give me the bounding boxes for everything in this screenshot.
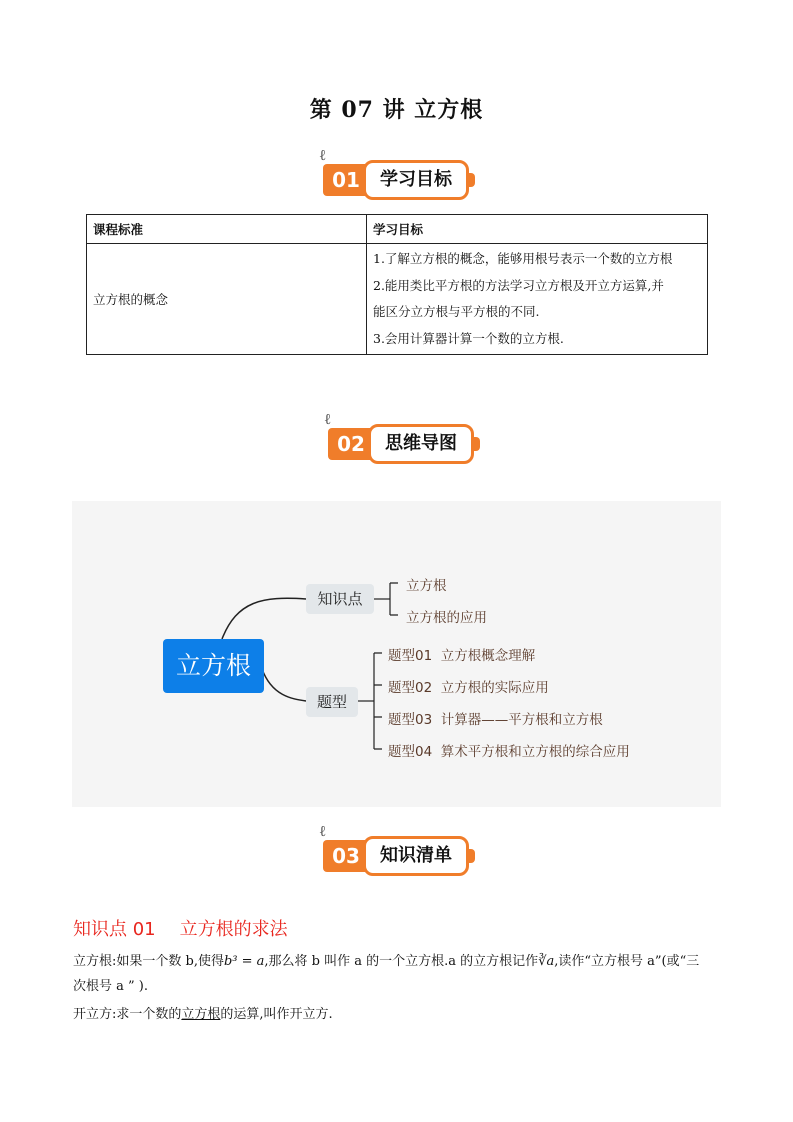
underlined-term: 立方根	[181, 1007, 221, 1022]
operation-paragraph	[73, 1002, 723, 1027]
table-row	[87, 244, 708, 355]
page-title: 第 07 讲 立方根	[309, 97, 484, 123]
section-label: 思维导图	[368, 424, 474, 464]
leaf-item: 题型03 计算器——平方根和立方根	[388, 712, 603, 728]
leaf-item: 题型04 算术平方根和立方根的综合应用	[388, 744, 630, 760]
text-run: 次根号 a ” ).	[73, 979, 148, 994]
standard-cell: 立方根的概念	[87, 244, 367, 355]
section-banner-03	[319, 822, 473, 874]
mind-map	[72, 501, 721, 807]
text-run: ,那么将 b 叫作 a 的一个立方根.a 的立方根记作	[264, 954, 539, 969]
table-header-row	[87, 215, 708, 244]
header-standard: 课程标准	[87, 215, 367, 244]
curl-ornament-icon: ℓ	[319, 146, 327, 164]
goals-cell	[367, 244, 708, 355]
goal-line: 2.能用类比平方根的方法学习立方根及开立方运算,并	[373, 277, 664, 293]
cube-root-expression: ∛a	[538, 954, 555, 969]
text-run: 的运算,叫作开立方.	[220, 1007, 333, 1022]
text-run: ,读作“立方根号 a”(或“三	[554, 954, 700, 969]
section-number: 01	[323, 164, 369, 196]
text-run: 开立方:求一个数的	[73, 1007, 182, 1022]
leaf-item: 立方根	[406, 578, 447, 594]
goal-line: 1.了解立方根的概念，能够用根号表示一个数的立方根	[373, 251, 673, 266]
knowledge-point-title: 立方根的求法	[179, 919, 288, 940]
section-number: 03	[323, 840, 369, 872]
text-run: 立方根:如果一个数 b,使得	[73, 954, 224, 969]
leaf-item: 题型02 立方根的实际应用	[388, 680, 549, 696]
branch-question-types: 题型	[306, 687, 358, 717]
curl-ornament-icon: ℓ	[319, 822, 327, 840]
math-expression: b³ = a	[223, 954, 265, 969]
leaf-item: 立方根的应用	[406, 610, 487, 626]
knowledge-point-heading	[73, 915, 288, 941]
section-banner-02	[324, 410, 478, 462]
section-banner-01	[319, 146, 473, 198]
definition-paragraph	[73, 949, 723, 999]
header-goals: 学习目标	[367, 215, 708, 244]
goals-table	[86, 214, 708, 355]
branch-knowledge: 知识点	[306, 584, 374, 614]
section-label: 知识清单	[363, 836, 469, 876]
section-number: 02	[328, 428, 374, 460]
leaf-item: 题型01 立方根概念理解	[388, 648, 536, 664]
knowledge-point-number: 知识点 01	[73, 919, 156, 940]
curl-ornament-icon: ℓ	[324, 410, 332, 428]
section-label: 学习目标	[363, 160, 469, 200]
goal-line: 能区分立方根与平方根的不同.	[373, 304, 540, 319]
mind-map-root: 立方根	[163, 639, 264, 693]
goal-line: 3.会用计算器计算一个数的立方根.	[373, 330, 564, 346]
